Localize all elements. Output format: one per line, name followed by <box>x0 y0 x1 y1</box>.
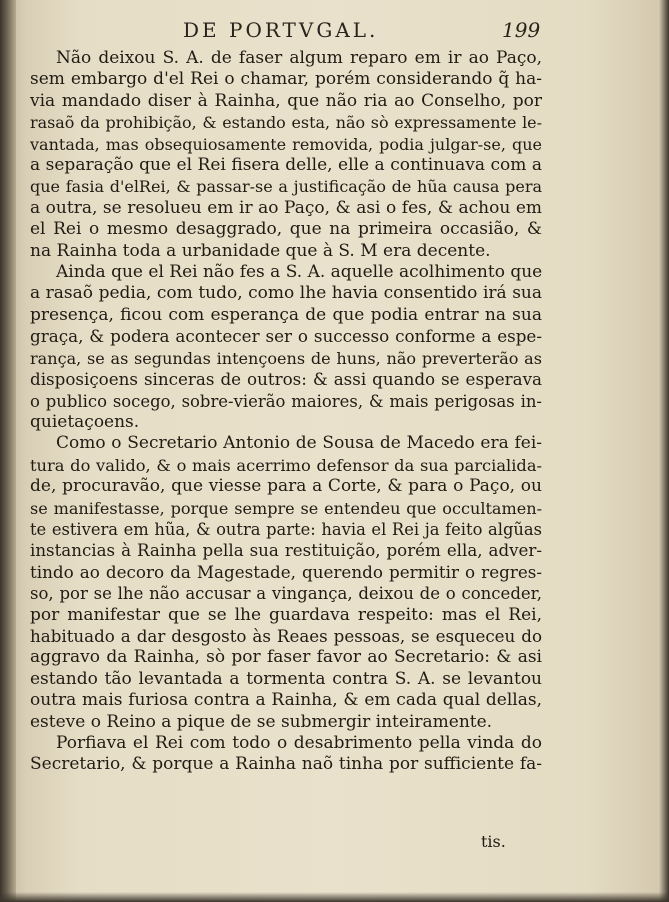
text-line: quietaçoens. <box>30 411 140 432</box>
text-line: a rasaõ pedia, com tudo, como lhe havia consentido irá sua <box>30 283 542 304</box>
text-line: a separação que el Rei fisera delle, elle a continuava com a <box>30 155 542 176</box>
page-header <box>0 14 669 42</box>
running-head: DE PORTVGAL. <box>183 18 379 42</box>
text-line: o publico socego, sobre-vierão maiores, & mais perigosas in- <box>30 391 542 411</box>
text-line: Como o Secretario Antonio de Sousa de Macedo era fei- <box>56 433 542 454</box>
text-line: de, procuravão, que viesse para a Corte, & para o Paço, ou <box>30 476 542 497</box>
text-line: rasaõ da prohibição, & estando esta, não sò expressamente le- <box>30 113 542 133</box>
page-bottom-shadow <box>0 892 669 902</box>
text-line: Secretario, & porque a Rainha naõ tinha por sufficiente fa- <box>30 754 542 775</box>
text-line: so, por se lhe não accusar a vingança, deixou de o conceder, <box>30 584 542 604</box>
text-line: tindo ao decoro da Magestade, querendo permitir o regres- <box>30 561 542 582</box>
text-line: rança, se as segundas intençoens de huns, não preverterão as <box>30 348 542 368</box>
text-line: te estivera em hũa, & outra parte: havia el Rei ja feito algũas <box>30 519 542 539</box>
text-line: Ainda que el Rei não fes a S. A. aquelle acolhimento que <box>56 262 543 283</box>
text-line: por manifestar que se lhe guardava respeito: mas el Rei, <box>30 604 542 625</box>
text-line: aggravo da Rainha, sò por faser favor ao Secretario: & asi <box>30 647 542 668</box>
text-line: sem embargo d'el Rei o chamar, porém considerando q̃ ha- <box>30 69 542 90</box>
text-line: instancias à Rainha pella sua restituição, porém ella, adver- <box>30 541 542 561</box>
text-line: el Rei o mesmo desaggrado, que na primeira occasião, & <box>30 219 542 240</box>
page-edge-shadow <box>659 0 669 902</box>
text-line: habituado a dar desgosto às Reaes pessoas, se esqueceu do <box>30 626 542 646</box>
page-gutter-shadow <box>0 0 16 902</box>
text-line: se manifestasse, porque sempre se entendeu que occultamen- <box>30 498 542 518</box>
page-number: 199 <box>502 18 541 42</box>
text-line: disposiçoens sinceras de outros: & assi quando se esperava <box>30 369 542 390</box>
text-line: Porfiava el Rei com todo o desabrimento pella vinda do <box>56 733 542 753</box>
text-line: tura do valido, & o mais acerrimo defensor da sua parcialida- <box>30 455 542 475</box>
text-line: esteve o Reino a pique de se submergir inteiramente. <box>30 711 493 732</box>
text-line: estando tão levantada a tormenta contra S. A. se levantou <box>30 668 542 689</box>
text-line: via mandado diser à Rainha, que não ria ao Conselho, por <box>30 90 542 111</box>
text-line: presença, ficou com esperança de que podia entrar na sua <box>30 304 542 325</box>
text-line: na Rainha toda a urbanidade que à S. M era decente. <box>30 240 491 261</box>
body-text <box>30 48 542 776</box>
catchword: tis. <box>481 832 506 851</box>
text-line: vantada, mas obsequiosamente removida, podia julgar-se, que <box>30 134 542 154</box>
text-line: Não deixou S. A. de faser algum reparo em ir ao Paço, <box>56 48 542 68</box>
text-line: outra mais furiosa contra a Rainha, & em cada qual dellas, <box>30 690 542 711</box>
text-line: que fasia d'elRei, & passar-se a justificação de hũa causa pera <box>30 177 542 197</box>
text-line: graça, & podera acontecer ser o successo conforme a espe- <box>30 326 542 347</box>
text-line: a outra, se resolueu em ir ao Paço, & asi o fes, & achou em <box>30 197 542 218</box>
